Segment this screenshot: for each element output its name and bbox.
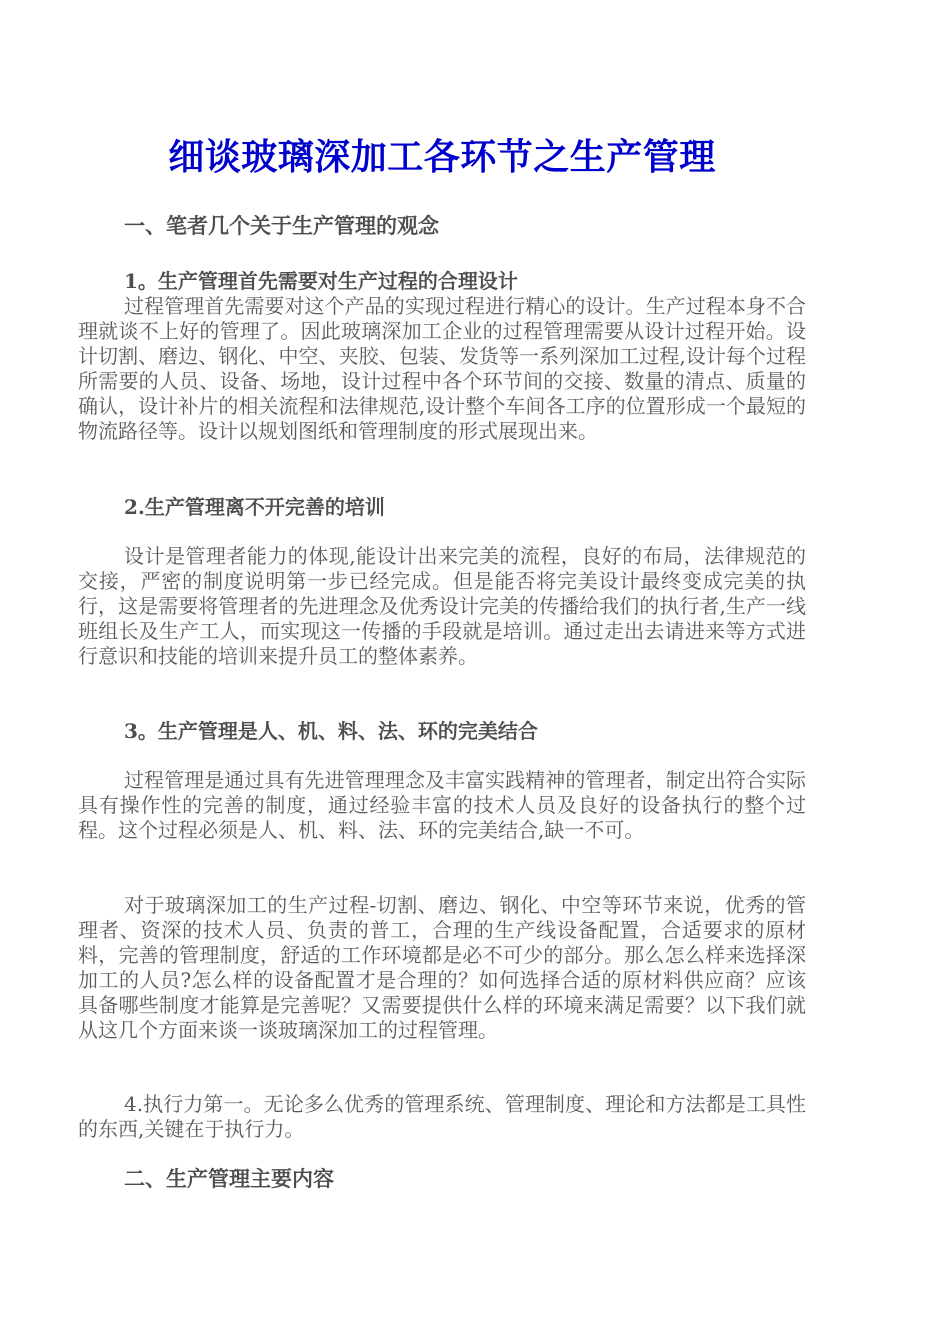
item-heading-3: 3。生产管理是人、机、料、法、环的完美结合	[124, 719, 538, 743]
item-paragraph-4: 4.执行力第一。无论多么优秀的管理系统、管理制度、理论和方法都是工具性的东西,关键在于执行力。	[78, 1092, 806, 1141]
item-paragraph-3b: 对于玻璃深加工的生产过程-切割、磨边、钢化、中空等环节来说，优秀的管理者、资深的技术人员、负责的普工，合理的生产线设备配置，合适要求的原材料，完善的管理制度，舒适的工作环境都是必不可少的部分。那么怎么样来选择深加工的人员?怎么样的设备配置才是合理的？如何选择合适的原材料供应商？应该具备哪些制度才能算是完善呢？又需要提供什么样的环境来满足需要？以下我们就从这几个方面来谈一谈玻璃深加工的过程管理。	[78, 893, 806, 1042]
section-heading-1: 一、笔者几个关于生产管理的观念	[124, 213, 439, 238]
item-heading-1: 1。生产管理首先需要对生产过程的合理设计	[124, 269, 518, 293]
item-paragraph-2: 设计是管理者能力的体现,能设计出来完美的流程，良好的布局，法律规范的交接，严密的制度说明第一步已经完成。但是能否将完美设计最终变成完美的执行，这是需要将管理者的先进理念及优秀设计完美的传播给我们的执行者,生产一线班组长及生产工人，而实现这一传播的手段就是培训。通过走出去请进来等方式进行意识和技能的培训来提升员工的整体素养。	[78, 544, 806, 668]
document-title: 细谈玻璃深加工各环节之生产管理	[168, 136, 716, 178]
section-heading-2: 二、生产管理主要内容	[124, 1166, 334, 1191]
item-paragraph-3a: 过程管理是通过具有先进管理理念及丰富实践精神的管理者，制定出符合实际具有操作性的完善的制度，通过经验丰富的技术人员及良好的设备执行的整个过程。这个过程必须是人、机、料、法、环的完美结合,缺一不可。	[78, 768, 806, 842]
item-paragraph-1: 过程管理首先需要对这个产品的实现过程进行精心的设计。生产过程本身不合理就谈不上好的管理了。因此玻璃深加工企业的过程管理需要从设计过程开始。设计切割、磨边、钢化、中空、夹胶、包装、发货等一系列深加工过程,设计每个过程所需要的人员、设备、场地，设计过程中各个环节间的交接、数量的清点、质量的确认，设计补片的相关流程和法律规范,设计整个车间各工序的位置形成一个最短的物流路径等。设计以规划图纸和管理制度的形式展现出来。	[78, 294, 806, 443]
item-heading-2: 2.生产管理离不开完善的培训	[124, 495, 385, 519]
